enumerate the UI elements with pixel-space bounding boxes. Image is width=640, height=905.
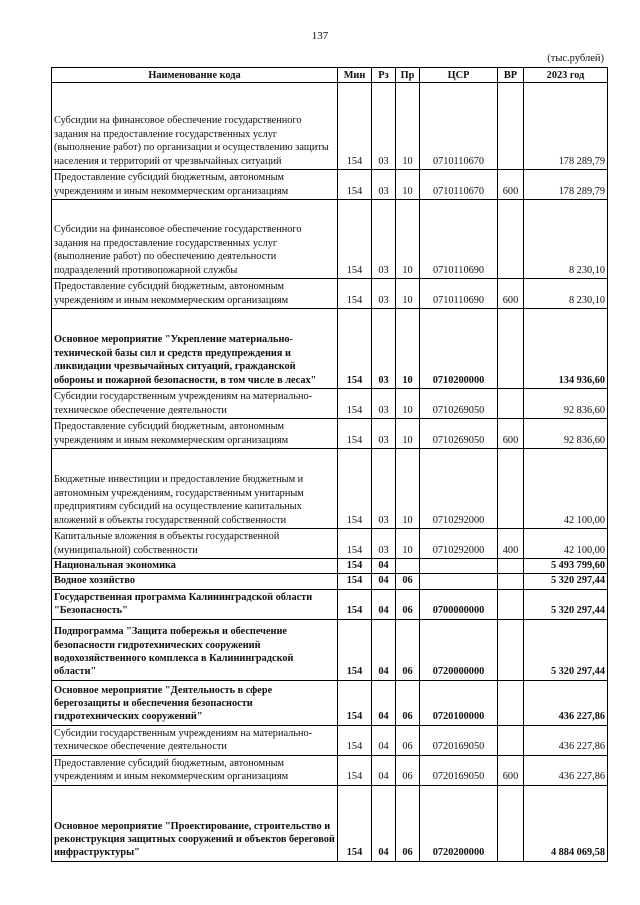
cell-vr: 400 xyxy=(498,529,524,559)
budget-table xyxy=(51,67,608,862)
cell-vr: 600 xyxy=(498,279,524,309)
cell-vr xyxy=(498,785,524,861)
cell-min: 154 xyxy=(338,170,372,200)
cell-pr: 06 xyxy=(396,619,420,680)
cell-min: 154 xyxy=(338,785,372,861)
cell-vr xyxy=(498,200,524,279)
cell-amount: 178 289,79 xyxy=(524,170,608,200)
cell-rz: 03 xyxy=(372,389,396,419)
cell-vr xyxy=(498,309,524,389)
cell-vr xyxy=(498,449,524,529)
header-year: 2023 год xyxy=(524,68,608,83)
cell-min: 154 xyxy=(338,529,372,559)
table-row xyxy=(52,574,608,589)
cell-name: Государственная программа Калининградской области "Безопасность" xyxy=(52,589,338,619)
cell-pr: 10 xyxy=(396,279,420,309)
cell-csr: 0720200000 xyxy=(420,785,498,861)
table-row xyxy=(52,170,608,200)
cell-min: 154 xyxy=(338,619,372,680)
cell-rz: 04 xyxy=(372,589,396,619)
cell-pr: 10 xyxy=(396,170,420,200)
header-rz: Рз xyxy=(372,68,396,83)
cell-csr: 0710200000 xyxy=(420,309,498,389)
cell-pr: 10 xyxy=(396,419,420,449)
table-row xyxy=(52,449,608,529)
cell-name: Национальная экономика xyxy=(52,559,338,574)
cell-csr: 0720169050 xyxy=(420,755,498,785)
cell-rz: 04 xyxy=(372,755,396,785)
table-row xyxy=(52,559,608,574)
cell-vr xyxy=(498,574,524,589)
page-number: 137 xyxy=(311,30,329,42)
cell-amount: 5 320 297,44 xyxy=(524,589,608,619)
cell-min: 154 xyxy=(338,389,372,419)
cell-csr: 0700000000 xyxy=(420,589,498,619)
cell-pr: 06 xyxy=(396,574,420,589)
cell-min: 154 xyxy=(338,725,372,755)
cell-name: Бюджетные инвестиции и предоставление бюджетным и автономным учреждениям, государственным унитарным предприятиям субсидий на осуществление капитальных вложений в объекты государственной собственности xyxy=(52,449,338,529)
cell-pr: 10 xyxy=(396,389,420,419)
cell-rz: 03 xyxy=(372,170,396,200)
cell-amount: 5 320 297,44 xyxy=(524,574,608,589)
cell-name: Предоставление субсидий бюджетным, автономным учреждениям и иным некоммерческим организациям xyxy=(52,755,338,785)
cell-min: 154 xyxy=(338,755,372,785)
cell-amount: 436 227,86 xyxy=(524,755,608,785)
cell-name: Подпрограмма "Защита побережья и обеспечение безопасности гидротехнических сооружений водохозяйственного комплекса в Калининградской области" xyxy=(52,619,338,680)
cell-csr xyxy=(420,559,498,574)
cell-rz: 03 xyxy=(372,309,396,389)
cell-amount: 134 936,60 xyxy=(524,309,608,389)
header-min: Мин xyxy=(338,68,372,83)
table-row xyxy=(52,200,608,279)
cell-rz: 04 xyxy=(372,680,396,725)
cell-min: 154 xyxy=(338,680,372,725)
table-row xyxy=(52,680,608,725)
cell-pr: 10 xyxy=(396,200,420,279)
cell-pr: 10 xyxy=(396,83,420,170)
cell-amount: 92 836,60 xyxy=(524,389,608,419)
cell-csr: 0710269050 xyxy=(420,389,498,419)
cell-pr: 06 xyxy=(396,755,420,785)
cell-pr: 06 xyxy=(396,589,420,619)
cell-rz: 04 xyxy=(372,785,396,861)
cell-min: 154 xyxy=(338,589,372,619)
cell-pr xyxy=(396,559,420,574)
cell-amount: 42 100,00 xyxy=(524,449,608,529)
cell-name: Основное мероприятие "Укрепление материально-технической базы сил и средств предупреждения и ликвидации чрезвычайных ситуаций, гражданской обороны и пожарной безопасности, в том числе в лесах" xyxy=(52,309,338,389)
cell-csr: 0720000000 xyxy=(420,619,498,680)
cell-amount: 8 230,10 xyxy=(524,279,608,309)
cell-min: 154 xyxy=(338,279,372,309)
cell-amount: 436 227,86 xyxy=(524,725,608,755)
cell-name: Капитальные вложения в объекты государственной (муниципальной) собственности xyxy=(52,529,338,559)
header-csr: ЦСР xyxy=(420,68,498,83)
cell-name: Водное хозяйство xyxy=(52,574,338,589)
cell-amount: 8 230,10 xyxy=(524,200,608,279)
table-row xyxy=(52,309,608,389)
cell-rz: 03 xyxy=(372,419,396,449)
table-row xyxy=(52,529,608,559)
cell-name: Субсидии на финансовое обеспечение государственного задания на предоставление государственных услуг (выполнение работ) по организации и осуществлению защиты населения и территорий от чрезвычайных ситуаций xyxy=(52,83,338,170)
cell-name: Субсидии на финансовое обеспечение государственного задания на предоставление государственных услуг (выполнение работ) по обеспечению деятельности подразделений противопожарной службы xyxy=(52,200,338,279)
cell-vr xyxy=(498,559,524,574)
cell-pr: 06 xyxy=(396,680,420,725)
table-row xyxy=(52,755,608,785)
cell-vr: 600 xyxy=(498,170,524,200)
table-row xyxy=(52,589,608,619)
cell-csr: 0710110670 xyxy=(420,83,498,170)
cell-amount: 42 100,00 xyxy=(524,529,608,559)
header-name: Наименование кода xyxy=(52,68,338,83)
cell-name: Предоставление субсидий бюджетным, автономным учреждениям и иным некоммерческим организациям xyxy=(52,419,338,449)
cell-min: 154 xyxy=(338,200,372,279)
cell-min: 154 xyxy=(338,449,372,529)
cell-name: Субсидии государственным учреждениям на материально-техническое обеспечение деятельности xyxy=(52,725,338,755)
header-vr: ВР xyxy=(498,68,524,83)
cell-amount: 5 320 297,44 xyxy=(524,619,608,680)
cell-name: Основное мероприятие "Деятельность в сфере берегозащиты и обеспечения безопасности гидротехнических сооружений" xyxy=(52,680,338,725)
cell-csr: 0710110690 xyxy=(420,279,498,309)
cell-min: 154 xyxy=(338,309,372,389)
cell-rz: 03 xyxy=(372,529,396,559)
cell-rz: 03 xyxy=(372,83,396,170)
cell-name: Предоставление субсидий бюджетным, автономным учреждениям и иным некоммерческим организациям xyxy=(52,279,338,309)
cell-pr: 06 xyxy=(396,725,420,755)
units-label: (тыс.рублей) xyxy=(547,53,604,64)
cell-vr xyxy=(498,680,524,725)
cell-name: Предоставление субсидий бюджетным, автономным учреждениям и иным некоммерческим организациям xyxy=(52,170,338,200)
cell-pr: 06 xyxy=(396,785,420,861)
cell-vr xyxy=(498,83,524,170)
table-row xyxy=(52,419,608,449)
cell-amount: 436 227,86 xyxy=(524,680,608,725)
cell-rz: 03 xyxy=(372,200,396,279)
cell-min: 154 xyxy=(338,419,372,449)
cell-rz: 03 xyxy=(372,449,396,529)
table-row xyxy=(52,619,608,680)
table-header-row xyxy=(52,68,608,83)
cell-pr: 10 xyxy=(396,529,420,559)
cell-csr: 0710292000 xyxy=(420,529,498,559)
cell-amount: 178 289,79 xyxy=(524,83,608,170)
cell-csr: 0710292000 xyxy=(420,449,498,529)
cell-amount: 4 884 069,58 xyxy=(524,785,608,861)
cell-amount: 92 836,60 xyxy=(524,419,608,449)
cell-vr xyxy=(498,725,524,755)
table-row xyxy=(52,785,608,861)
cell-vr xyxy=(498,619,524,680)
table-row xyxy=(52,389,608,419)
table-row xyxy=(52,725,608,755)
cell-name: Субсидии государственным учреждениям на материально-техническое обеспечение деятельности xyxy=(52,389,338,419)
cell-pr: 10 xyxy=(396,449,420,529)
cell-rz: 04 xyxy=(372,574,396,589)
cell-vr: 600 xyxy=(498,755,524,785)
cell-csr: 0710269050 xyxy=(420,419,498,449)
cell-csr: 0710110690 xyxy=(420,200,498,279)
cell-vr xyxy=(498,389,524,419)
cell-name: Основное мероприятие "Проектирование, строительство и реконструкция защитных сооружений и объектов береговой инфраструктуры" xyxy=(52,785,338,861)
cell-csr xyxy=(420,574,498,589)
cell-rz: 04 xyxy=(372,619,396,680)
header-pr: Пр xyxy=(396,68,420,83)
table-row xyxy=(52,279,608,309)
cell-pr: 10 xyxy=(396,309,420,389)
cell-csr: 0720169050 xyxy=(420,725,498,755)
cell-min: 154 xyxy=(338,574,372,589)
cell-amount: 5 493 799,60 xyxy=(524,559,608,574)
cell-vr xyxy=(498,589,524,619)
cell-csr: 0720100000 xyxy=(420,680,498,725)
table-row xyxy=(52,83,608,170)
cell-min: 154 xyxy=(338,83,372,170)
cell-vr: 600 xyxy=(498,419,524,449)
cell-csr: 0710110670 xyxy=(420,170,498,200)
cell-min: 154 xyxy=(338,559,372,574)
cell-rz: 04 xyxy=(372,559,396,574)
cell-rz: 04 xyxy=(372,725,396,755)
cell-rz: 03 xyxy=(372,279,396,309)
